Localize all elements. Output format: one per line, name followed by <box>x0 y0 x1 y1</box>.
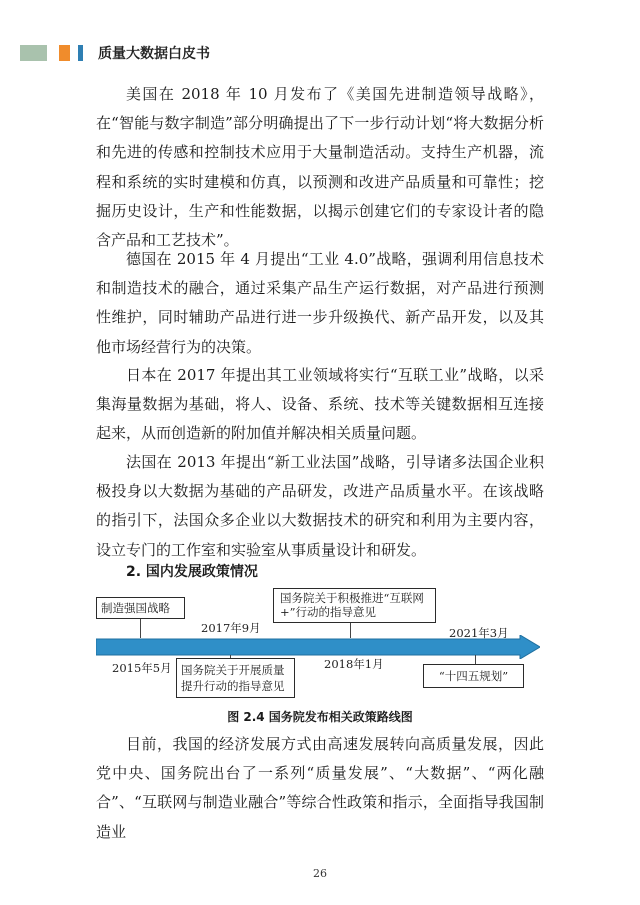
header-green-block <box>20 45 47 61</box>
header-blue-block <box>78 45 83 61</box>
timeline-event-box: “十四五规划” <box>423 664 524 688</box>
header-title: 质量大数据白皮书 <box>98 46 210 62</box>
header-orange-block <box>59 45 70 61</box>
timeline-event-box: 国务院关于开展质量提升行动的指导意见 <box>176 658 295 698</box>
paragraph-france: 法国在 2013 年提出“新工业法国”战略，引导诸多法国企业积极投身以大数据为基础的产品研发，改进产品质量水平。在该战略的指引下，法国众多企业以大数据技术的研究和利用为主要内容，设立专门的工作室和实验室从事质量设计和研发。 <box>96 453 544 559</box>
timeline-event-date: 2017年9月 <box>201 621 261 635</box>
timeline-event-date: 2018年1月 <box>324 657 384 671</box>
timeline-event-date: 2015年5月 <box>112 661 172 675</box>
timeline-event-date: 2021年3月 <box>449 626 509 640</box>
page-number: 26 <box>313 867 327 880</box>
connector-2015 <box>140 616 141 638</box>
timeline-event-box: 国务院关于积极推进“互联网+”行动的指导意见 <box>273 588 436 623</box>
figure-caption: 图 2.4 国务院发布相关政策路线图 <box>227 710 413 724</box>
timeline-event-box: 制造强国战略 <box>96 597 185 619</box>
paragraph-domestic: 目前，我国的经济发展方式由高速发展转向高质量发展，因此党中央、国务院出台了一系列“质量发展”、“大数据”、“两化融合”、“互联网与制造业融合”等综合性政策和指示，全面指导我国制造业 <box>96 735 544 841</box>
paragraph-germany: 德国在 2015 年 4 月提出“工业 4.0”战略，强调利用信息技术和制造技术的融合，通过采集产品生产运行数据，对产品进行预测性维护，同时辅助产品进行进一步升级换代、新产品开发，以及其他市场经营行为的决策。 <box>96 250 544 356</box>
section-title: 2. 国内发展政策情况 <box>126 564 258 580</box>
paragraph-usa: 美国在 2018 年 10 月发布了《美国先进制造领导战略》，在“智能与数字制造”部分明确提出了下一步行动计划“将大数据分析和先进的传感和控制技术应用于大量制造活动。支持生产机器，流程和系统的实时建模和仿真，以预测和改进产品质量和可靠性；挖掘历史设计，生产和性能数据，以揭示创建它们的专家设计者的隐含产品和工艺技术”。 <box>96 85 544 250</box>
paragraph-japan: 日本在 2017 年提出其工业领域将实行“互联工业”战略，以采集海量数据为基础，将人、设备、系统、技术等关键数据相互连接起来，从而创造新的附加值并解决相关质量问题。 <box>96 366 544 443</box>
